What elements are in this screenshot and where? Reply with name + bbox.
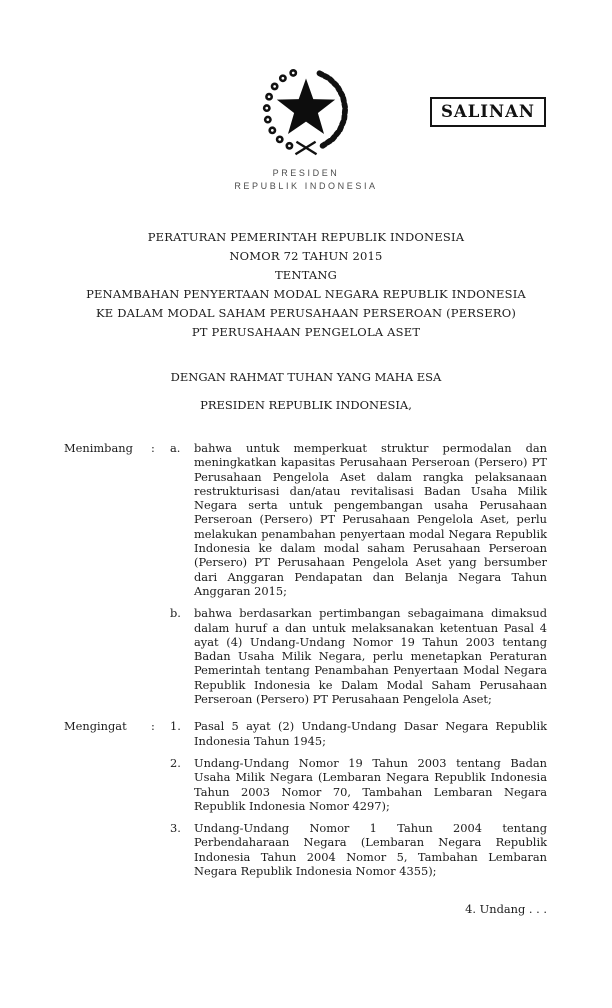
item-marker: 2.	[170, 755, 181, 770]
item-text: Undang-Undang Nomor 1 Tahun 2004 tentang Perbendaharaan Negara (Lembaran Negara Republik Indonesia Tahun 2004 Nomor 5, Tambahan Lembaran Negara Republik Indonesia Nomor 4355);	[194, 821, 547, 879]
item-text: Pasal 5 ayat (2) Undang-Undang Dasar Negara Republik Indonesia Tahun 1945;	[194, 719, 547, 748]
title-line-subject-1: PENAMBAHAN PENYERTAAN MODAL NEGARA REPUBLIK INDONESIA	[86, 287, 526, 301]
salinan-stamp-label: SALINAN	[440, 102, 535, 121]
regulation-title-block	[0, 228, 612, 342]
considering-item-a	[170, 441, 547, 598]
title-line-number-year: NOMOR 72 TAHUN 2015	[229, 249, 383, 263]
item-text: bahwa untuk memperkuat struktur permodalan dan meningkatkan kapasitas Perusahaan Perseroan (Persero) PT Perusahaan Pengelola Aset dalam rangka pelaksanaan restrukturisasi dan/atau revitalisasi Badan Usaha Milik Negara serta untuk pengembangan usaha Perusahaan Perseroan (Persero) PT Perusahaan Pengelola Aset, perlu melakukan penambahan penyertaan modal Negara Republik Indonesia ke dalam modal saham Perusahaan Perseroan (Persero) PT Perusahaan Pengelola Aset yang bersumber dari Anggaran Pendapatan dan Belanja Negara Tahun Anggaran 2015;	[194, 441, 547, 598]
letterhead-emblem	[0, 0, 612, 164]
invocation-line: DENGAN RAHMAT TUHAN YANG MAHA ESA	[170, 370, 442, 384]
item-marker: a.	[170, 441, 181, 455]
item-marker: 1.	[170, 719, 181, 734]
authority-line: PRESIDEN REPUBLIK INDONESIA,	[200, 398, 412, 412]
legal-basis-item-2	[170, 756, 547, 813]
legal-basis-item-1	[170, 719, 547, 748]
legal-basis-section	[64, 719, 547, 878]
considering-label: Menimbang	[64, 441, 133, 455]
title-line-tentang: TENTANG	[274, 268, 338, 282]
presidential-star-wreath-icon	[247, 66, 365, 160]
letterhead-line-presiden: PRESIDEN	[272, 168, 340, 178]
clause-body	[64, 441, 547, 878]
considering-item-b	[170, 606, 547, 706]
item-text: bahwa berdasarkan pertimbangan sebagaimana dimaksud dalam huruf a dan untuk melaksanakan ketentuan Pasal 4 ayat (4) Undang-Undang Nomor 19 Tahun 2003 tentang Badan Usaha Milik Negara, perlu menetapkan Peraturan Pemerintah tentang Penambahan Penyertaan Modal Negara Republik Indonesia ke Dalam Modal Saham Perusahaan Perseroan (Persero) PT Perusahaan Pengelola Aset;	[194, 606, 547, 707]
legal-basis-item-3	[170, 821, 547, 878]
legal-basis-label: Mengingat	[64, 719, 127, 734]
salinan-stamp	[430, 97, 546, 127]
considering-items	[170, 441, 547, 706]
legal-basis-items	[170, 719, 547, 878]
title-line-subject-2: KE DALAM MODAL SAHAM PERUSAHAAN PERSEROAN (PERSERO)	[95, 306, 517, 320]
legal-basis-colon: :	[151, 719, 155, 734]
title-line-subject-3: PT PERUSAHAAN PENGELOLA ASET	[191, 325, 421, 339]
title-line-regulation-type: PERATURAN PEMERINTAH REPUBLIK INDONESIA	[147, 230, 465, 244]
letterhead-caption	[0, 167, 612, 193]
item-marker: b.	[170, 606, 181, 621]
considering-colon: :	[151, 441, 155, 455]
considering-section	[64, 441, 547, 706]
page-catchword: 4. Undang . . .	[465, 902, 547, 917]
item-marker: 3.	[170, 821, 181, 836]
item-text: Undang-Undang Nomor 19 Tahun 2003 tentang Badan Usaha Milik Negara (Lembaran Negara Republik Indonesia Tahun 2003 Nomor 70, Tambahan Lembaran Negara Republik Indonesia Nomor 4297);	[194, 755, 547, 813]
letterhead-line-republik-indonesia: REPUBLIK INDONESIA	[234, 181, 378, 191]
